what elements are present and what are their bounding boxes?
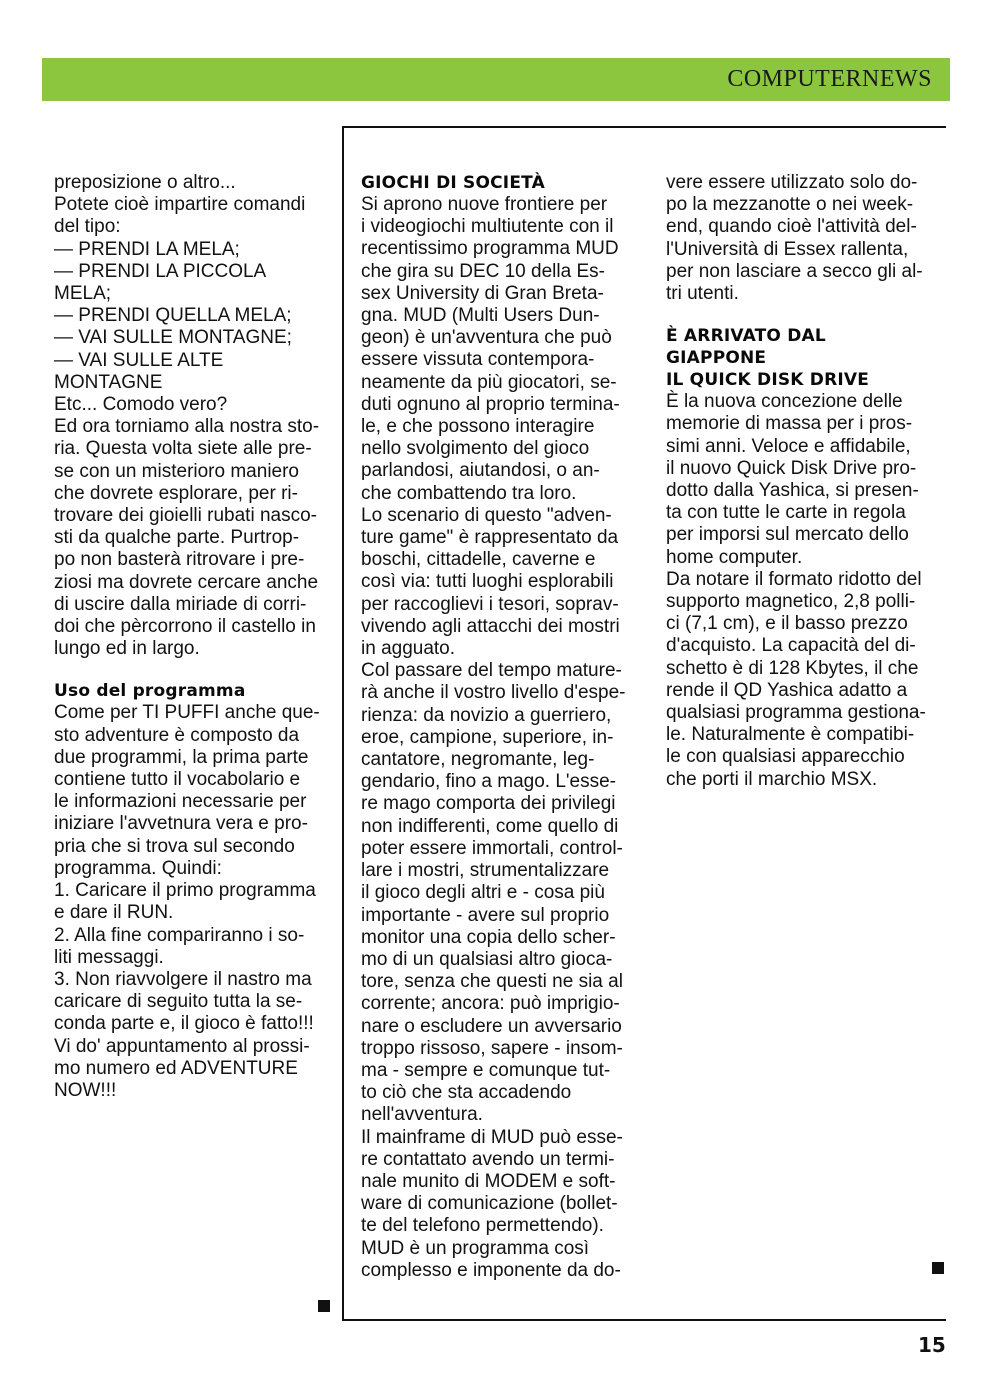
text-line: gendario, fino a mago. L'esse- <box>361 771 617 793</box>
column-3-text <box>666 172 948 305</box>
text-line: — PRENDI LA PICCOLA <box>54 260 267 282</box>
text-line: mo di un qualsiasi altro gioca- <box>361 948 613 970</box>
text-line: e dare il RUN. <box>54 902 174 924</box>
text-line: il nuovo Quick Disk Drive pro- <box>666 457 917 479</box>
text-line: rienza: da novizio a guerriero, <box>361 704 612 726</box>
text-line: ture game" è rappresentato da <box>361 527 619 549</box>
text-line: essere vissuta contempora- <box>361 349 595 371</box>
text-line: po la mezzanotte o nei week- <box>666 194 914 216</box>
text-line: MUD è un programma così <box>361 1237 590 1259</box>
section-title: COMPUTERNEWS <box>727 66 932 92</box>
text-line: sti da qualche parte. Purtrop- <box>54 527 300 549</box>
text-line: dotto dalla Yashica, si presen- <box>666 480 919 502</box>
text-line: ta con tutte le carte in regola <box>666 502 906 524</box>
text-line: 2. Alla fine compariranno i so- <box>54 924 305 946</box>
header-bar <box>42 58 950 101</box>
text-line: simi anni. Veloce e affidabile, <box>666 435 911 457</box>
text-line: home computer. <box>666 546 803 568</box>
text-line: i videogiochi multiutente con il <box>361 216 614 238</box>
text-line: liti messaggi. <box>54 946 164 968</box>
text-line: Vi do' appuntamento al prossi- <box>54 1035 310 1057</box>
text-line: due programmi, la prima parte <box>54 746 309 768</box>
text-line: sto adventure è composto da <box>54 724 300 746</box>
text-line: cantatore, negromante, leg- <box>361 749 595 771</box>
heading-line: IL QUICK DISK DRIVE <box>666 370 870 391</box>
text-line: ma - sempre e comunque tut- <box>361 1059 611 1081</box>
text-line: end, quando cioè l'attività del- <box>666 216 917 238</box>
text-line: ware di comunicazione (bollet- <box>361 1193 618 1215</box>
paragraph-gap <box>54 660 334 680</box>
text-line: per imporsi sul mercato dello <box>666 524 909 546</box>
text-line: NOW!!! <box>54 1079 117 1101</box>
text-line: conda parte e, il gioco è fatto!!! <box>54 1013 314 1035</box>
text-line: recentissimo programma MUD <box>361 238 619 260</box>
text-line: È la nuova concezione delle <box>666 391 903 413</box>
text-line: nell'avventura. <box>361 1104 483 1126</box>
text-line: to ciò che sta accadendo <box>361 1082 572 1104</box>
heading-uso-del-programma: Uso del programma <box>54 681 246 702</box>
text-line: ci (7,1 cm), e il basso prezzo <box>666 613 908 635</box>
end-of-article-mark <box>318 1300 330 1312</box>
text-line: MONTAGNE <box>54 371 163 393</box>
text-line: programma. Quindi: <box>54 857 222 879</box>
text-line: re mago comporta dei privilegi <box>361 793 616 815</box>
end-of-article-mark <box>932 1262 944 1274</box>
text-line: eroe, campione, superiore, in- <box>361 726 614 748</box>
text-line: Col passare del tempo mature- <box>361 660 622 682</box>
text-line: nale munito di MODEM e soft- <box>361 1170 616 1192</box>
text-line: le con qualsiasi apparecchio <box>666 746 905 768</box>
text-line: che porti il marchio MSX. <box>666 768 878 790</box>
text-line: così via: tutti luoghi esplorabili <box>361 571 614 593</box>
text-line: non indifferenti, come quello di <box>361 815 619 837</box>
text-line: qualsiasi programma gestiona- <box>666 702 926 724</box>
text-line: memorie di massa per i pros- <box>666 413 913 435</box>
text-line: — PRENDI LA MELA; <box>54 238 240 260</box>
text-line: nare o escludere un avversario <box>361 1015 622 1037</box>
column-2 <box>361 172 642 1282</box>
text-line: rende il QD Yashica adatto a <box>666 679 908 701</box>
page-number: 15 <box>918 1333 946 1357</box>
text-line: Si aprono nuove frontiere per <box>361 194 608 215</box>
text-line: duti ognuno al proprio termina- <box>361 393 620 415</box>
text-line: pria che si trova sul secondo <box>54 835 295 857</box>
text-line: che dovrete esplorare, per ri- <box>54 482 298 504</box>
text-line: se con un misterioro maniero <box>54 460 299 482</box>
text-line: boschi, cittadelle, caverne e <box>361 549 596 571</box>
text-line: il gioco degli altri e - cosa più <box>361 882 605 904</box>
heading-quick-disk-drive <box>666 325 948 391</box>
column-3 <box>666 172 948 791</box>
text-line: gna. MUD (Multi Users Dun- <box>361 305 600 327</box>
column-divider <box>342 126 344 1321</box>
text-line: le informazioni necessarie per <box>54 791 307 813</box>
text-line: lungo ed in largo. <box>54 638 200 660</box>
text-line: — VAI SULLE MONTAGNE; <box>54 327 292 349</box>
heading-line: GIAPPONE <box>666 348 767 369</box>
text-line: 3. Non riavvolgere il nastro ma <box>54 968 312 990</box>
text-line: vere essere utilizzato solo do- <box>666 172 918 193</box>
text-line: contiene tutto il vocabolario e <box>54 769 301 791</box>
text-line: le, e che possono interagire <box>361 416 595 438</box>
text-line: schetto è di 128 Kbytes, il che <box>666 657 919 679</box>
text-line: tri utenti. <box>666 283 739 305</box>
text-line: mo numero ed ADVENTURE <box>54 1057 298 1079</box>
text-line: neamente da più giocatori, se- <box>361 371 617 393</box>
text-line: le. Naturalmente è compatibi- <box>666 724 915 746</box>
text-line: del tipo: <box>54 216 121 238</box>
text-line: preposizione o altro... <box>54 172 236 193</box>
text-line: Etc... Comodo vero? <box>54 394 228 416</box>
paragraph-gap <box>666 305 948 325</box>
text-line: rà anche il vostro livello d'espe- <box>361 682 626 704</box>
text-line: per non lasciare a secco gli al- <box>666 260 923 282</box>
text-line: in agguato. <box>361 638 456 660</box>
text-line: monitor una copia dello scher- <box>361 926 616 948</box>
text-line: trovare dei gioielli rubati nasco- <box>54 505 317 527</box>
text-line: 1. Caricare il primo programma <box>54 880 316 902</box>
text-line: poter essere immortali, control- <box>361 837 623 859</box>
text-line: doi che pèrcorrono il castello in <box>54 616 316 638</box>
text-line: vivendo agli attacchi dei mostri <box>361 615 620 637</box>
text-line: che combattendo tra loro. <box>361 482 577 504</box>
text-line: troppo rissoso, sapere - insom- <box>361 1037 623 1059</box>
text-line: corrente; ancora: può imprigio- <box>361 993 620 1015</box>
text-line: l'Università di Essex rallenta, <box>666 238 909 260</box>
text-line: geon) è un'avventura che può <box>361 327 612 349</box>
text-line: — PRENDI QUELLA MELA; <box>54 305 292 327</box>
column-1 <box>54 172 334 1102</box>
text-line: te del telefono permettendo). <box>361 1215 604 1237</box>
text-line: ria. Questa volta siete alle pre- <box>54 438 312 460</box>
text-line: complesso e imponente da do- <box>361 1259 621 1281</box>
text-line: d'acquisto. La capacità del di- <box>666 635 916 657</box>
text-line: Ed ora torniamo alla nostra sto- <box>54 416 320 438</box>
text-line: di uscire dalla miriade di corri- <box>54 593 307 615</box>
text-line: po non basterà ritrovare i pre- <box>54 549 305 571</box>
text-line: caricare di seguito tutta la se- <box>54 991 303 1013</box>
column-1-text <box>54 172 334 660</box>
text-line: lare i mostri, strumentalizzare <box>361 860 610 882</box>
text-line: — VAI SULLE ALTE <box>54 349 224 371</box>
heading-giochi-di-societa: GIOCHI DI SOCIETÀ <box>361 173 545 193</box>
text-line: iniziare l'avvetnura vera e pro- <box>54 813 308 835</box>
column-1-text-2 <box>54 702 334 1102</box>
column-3-text-2 <box>666 391 948 791</box>
text-line: parlandosi, aiutandosi, o an- <box>361 460 600 482</box>
text-line: re contattato avendo un termi- <box>361 1148 615 1170</box>
heading-line: È ARRIVATO DAL <box>666 326 826 347</box>
column-2-text <box>361 194 642 1282</box>
text-line: sex University di Gran Breta- <box>361 282 604 304</box>
text-line: tore, senza che questi ne sia al <box>361 971 623 993</box>
text-line: supporto magnetico, 2,8 polli- <box>666 591 916 613</box>
text-line: Da notare il formato ridotto del <box>666 568 922 590</box>
text-line: MELA; <box>54 283 112 305</box>
box-rule-bottom <box>342 1319 946 1321</box>
text-line: Potete cioè impartire comandi <box>54 194 306 216</box>
box-rule-top <box>342 126 946 128</box>
text-line: Lo scenario di questo "adven- <box>361 504 612 526</box>
text-line: Come per TI PUFFI anche que- <box>54 702 320 724</box>
text-line: per raccoglievi i tesori, soprav- <box>361 593 619 615</box>
text-line: che gira su DEC 10 della Es- <box>361 260 605 282</box>
text-line: nello svolgimento del gioco <box>361 438 590 460</box>
text-line: importante - avere sul proprio <box>361 904 610 926</box>
text-line: Il mainframe di MUD può esse- <box>361 1126 623 1148</box>
text-line: ziosi ma dovrete cercare anche <box>54 571 319 593</box>
